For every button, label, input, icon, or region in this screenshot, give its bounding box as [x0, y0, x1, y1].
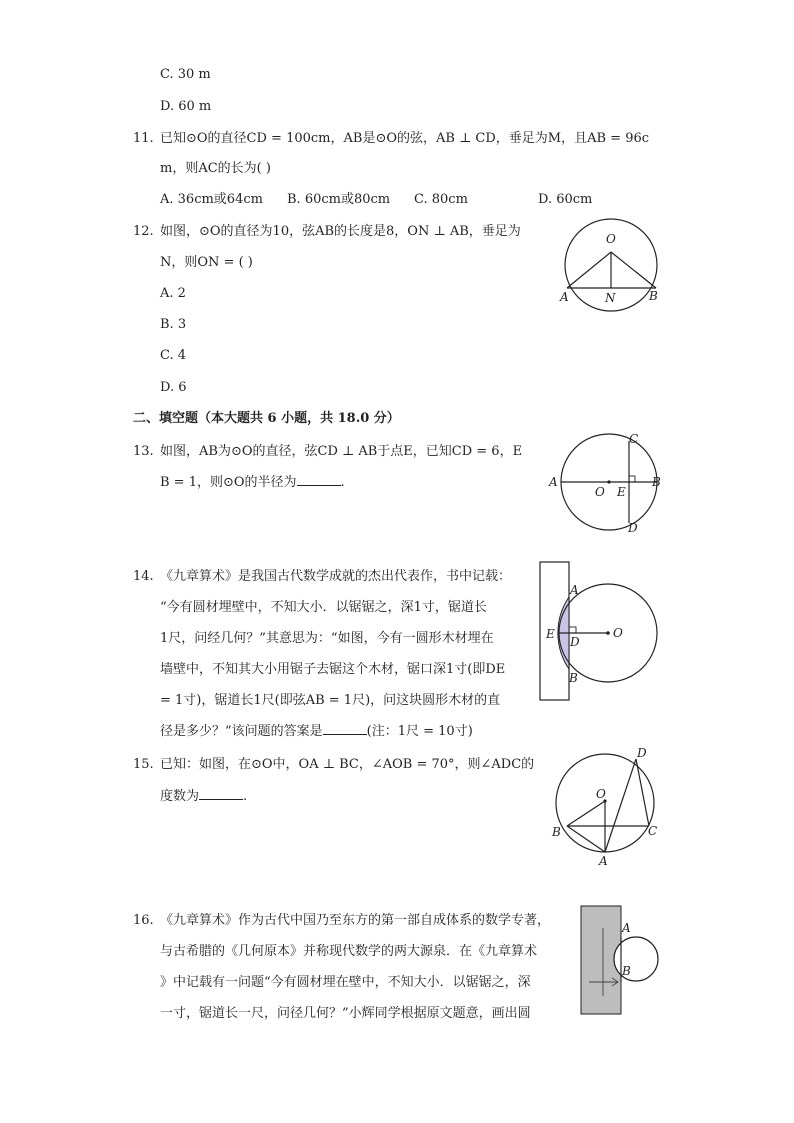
- q10-option-d: D. 60 m: [160, 99, 212, 114]
- q10-option-c: C. 30 m: [160, 67, 211, 82]
- q16-stem-line3: 》中记载有一问题“今有圆材埋在壁中，不知大小．以锯锯之，深: [160, 975, 531, 990]
- q11-option-b: B. 60cm或80cm: [287, 192, 391, 207]
- q14-stem-line5: = 1寸)，锯道长1尺(即弦AB = 1尺)，问这块圆形木材的直: [160, 693, 501, 708]
- q14-stem-line1: 《九章算术》是我国古代数学成就的杰出代表作，书中记载：: [160, 569, 512, 584]
- q16-stem-line2: 与古希腊的《几何原本》并称现代数学的两大源泉．在《九章算术: [160, 944, 538, 959]
- q15-label-o: O: [596, 787, 606, 801]
- q12-option-c: C. 4: [160, 348, 187, 363]
- q16-stem-line4: 一寸，锯道长一尺，问径几何？”小辉同学根据原文题意，画出圆: [160, 1006, 531, 1021]
- q15-label-c: C: [648, 824, 658, 838]
- q14-label-e: E: [546, 627, 555, 641]
- q11-option-a: A. 36cm或64cm: [160, 192, 263, 207]
- q14-stem-line4: 墙壁中，不知其大小用锯子去锯这个木材，锯口深1寸(即DE: [160, 662, 506, 677]
- q12-label-a: A: [560, 290, 569, 304]
- section-heading-fill-in: 二、填空题（本大题共 6 小题，共 18.0 分）: [133, 411, 400, 426]
- q13-stem-end: .: [340, 475, 345, 490]
- q14-stem-note: (注：1尺 = 10寸): [366, 724, 473, 739]
- q12-option-d: D. 6: [160, 380, 187, 395]
- q11-option-c: C. 80cm: [414, 192, 468, 207]
- q16-number: 16.: [133, 913, 154, 928]
- q14-stem-line2: “今有圆材埋壁中，不知大小．以锯锯之，深1寸，锯道长: [160, 600, 487, 615]
- q12-stem-line2: N，则ON = ( ): [160, 255, 253, 270]
- q15-stem-line1: 已知：如图，在⊙O中，OA ⊥ BC，∠AOB = 70°，则∠ADC的: [160, 757, 535, 772]
- q11-stem-line1: 已知⊙O的直径CD = 100cm，AB是⊙O的弦，AB ⊥ CD，垂足为M，且AB = 96c: [160, 131, 650, 146]
- q13-label-a: A: [549, 475, 558, 489]
- q15-label-b: B: [552, 825, 561, 839]
- q12-option-b: B. 3: [160, 317, 187, 332]
- q11-option-d: D. 60cm: [538, 192, 593, 207]
- q13-label-o: O: [595, 485, 605, 499]
- q12-label-n: N: [605, 291, 616, 305]
- q15-stem-end: .: [243, 789, 248, 804]
- q15-stem-text: 度数为: [160, 789, 200, 804]
- q13-stem-line1: 如图，AB为⊙O的直径，弦CD ⊥ AB于点E，已知CD = 6，E: [160, 444, 523, 459]
- q14-label-a: A: [570, 583, 579, 597]
- q13-number: 13.: [133, 444, 154, 459]
- q13-stem-text: B = 1，则⊙O的半径为: [160, 475, 297, 490]
- q15-number: 15.: [133, 757, 154, 772]
- q12-option-a: A. 2: [160, 286, 186, 301]
- q14-label-o: O: [613, 626, 623, 640]
- q14-label-d: D: [570, 635, 580, 649]
- q13-label-d: D: [628, 521, 638, 535]
- q13-label-c: C: [629, 432, 639, 446]
- q13-label-e: E: [617, 485, 626, 499]
- q15-label-d: D: [637, 746, 647, 760]
- q16-stem-line1: 《九章算术》作为古代中国乃至东方的第一部自成体系的数学专著，: [160, 913, 551, 928]
- q12-label-b: B: [649, 289, 658, 303]
- q11-stem-line2: m，则AC的长为( ): [160, 161, 271, 176]
- q16-label-b: B: [622, 964, 631, 978]
- q14-stem-text: 径是多少？”该问题的答案是: [160, 724, 323, 739]
- q13-label-b: B: [652, 475, 661, 489]
- q14-number: 14.: [133, 569, 154, 584]
- q16-label-a: A: [622, 921, 631, 935]
- q14-label-b: B: [569, 671, 578, 685]
- q12-number: 12.: [133, 224, 154, 239]
- q11-number: 11.: [133, 131, 154, 146]
- q14-stem-line3: 1尺，问经几何？”其意思为：“如图，今有一圆形木材埋在: [160, 631, 494, 646]
- q15-label-a: A: [599, 854, 608, 868]
- q12-label-o: O: [606, 232, 616, 246]
- q12-stem-line1: 如图，⊙O的直径为10，弦AB的长度是8，ON ⊥ AB，垂足为: [160, 224, 521, 239]
